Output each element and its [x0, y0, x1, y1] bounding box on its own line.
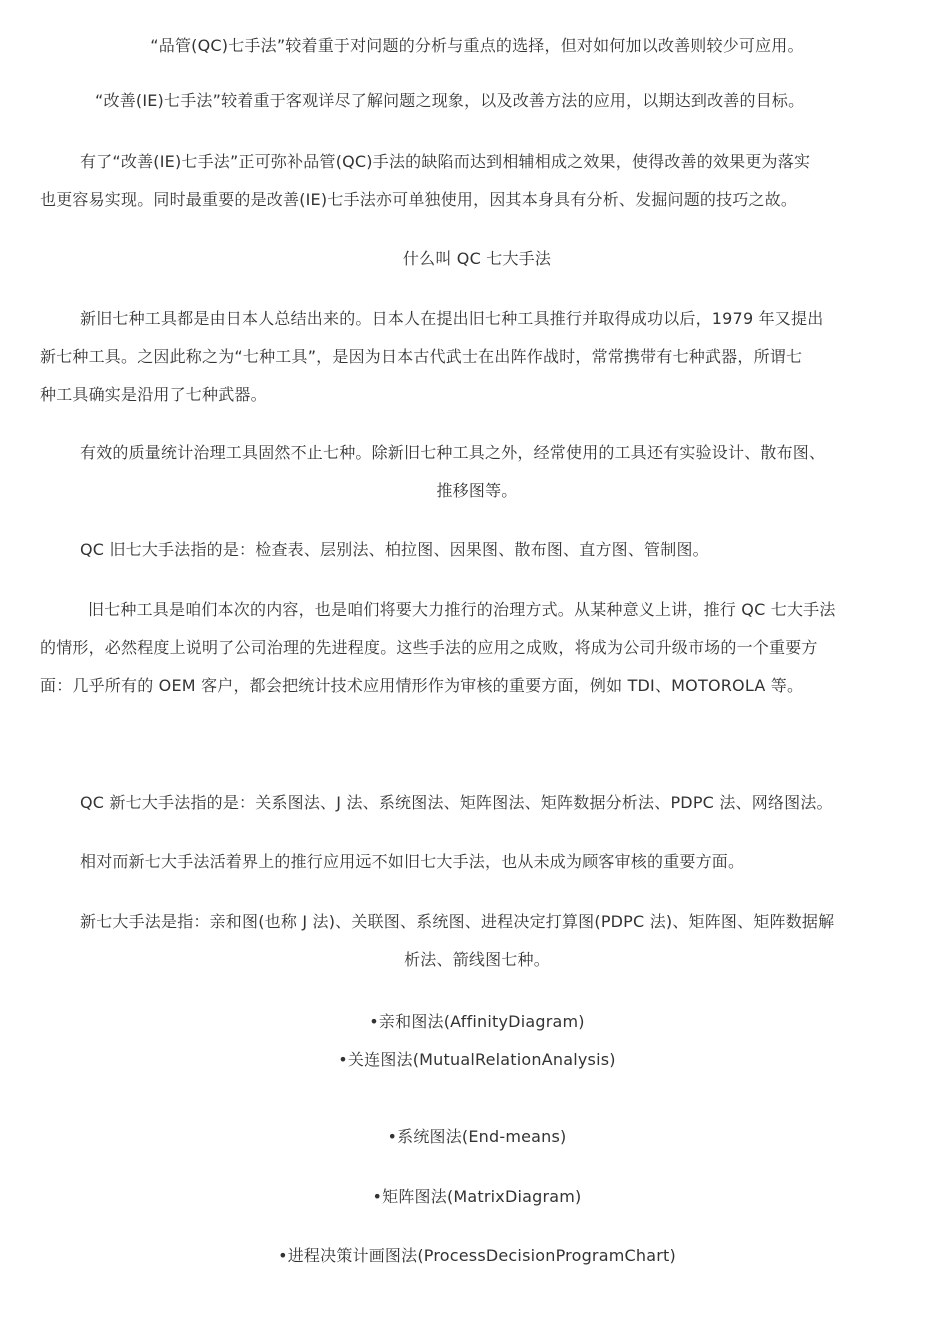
bullet-relation-diagram: •关连图法(MutualRelationAnalysis)	[338, 1050, 616, 1069]
paragraph-line: 面：几乎所有的 OEM 客户，都会把统计技术应用情形作为审核的重要方面，例如 TDI、MOTOROLA 等。	[40, 676, 804, 695]
paragraph-line: 也更容易实现。同时最重要的是改善(IE)七手法亦可单独使用，因其本身具有分析、发掘问题的技巧之故。	[40, 190, 798, 209]
paragraph-new-tools-list	[40, 903, 914, 979]
paragraph-other-tools	[40, 434, 914, 510]
bullet-system-diagram: •系统图法(End-means)	[387, 1127, 567, 1146]
paragraph-line: 有效的质量统计治理工具固然不止七种。除新旧七种工具之外，经常使用的工具还有实验设计、散布图、	[80, 443, 826, 462]
bullet-affinity-diagram: •亲和图法(AffinityDiagram)	[369, 1012, 585, 1031]
paragraph-old-tools-importance	[40, 591, 914, 705]
paragraph-line: 的情形，必然程度上说明了公司治理的先进程度。这些手法的应用之成败，将成为公司升级市场的一个重要方	[40, 638, 818, 657]
bullet-matrix-diagram: •矩阵图法(MatrixDiagram)	[372, 1187, 582, 1206]
paragraph-ie-seven-tools-intro: “改善(IE)七手法”较着重于客观详尽了解问题之现象，以及改善方法的应用，以期达到改善的目标。	[95, 91, 805, 110]
paragraph-line: 新旧七种工具都是由日本人总结出来的。日本人在提出旧七种工具推行并取得成功以后，1979 年又提出	[80, 309, 824, 328]
paragraph-line: 有了“改善(IE)七手法”正可弥补品管(QC)手法的缺陷而达到相辅相成之效果，使得改善的效果更为落实	[80, 152, 811, 171]
paragraph-new-seven-tools: QC 新七大手法指的是：关系图法、J 法、系统图法、矩阵图法、矩阵数据分析法、PDPC 法、网络图法。	[80, 793, 833, 812]
paragraph-old-seven-tools: QC 旧七大手法指的是：检查表、层别法、柏拉图、因果图、散布图、直方图、管制图。	[80, 540, 709, 559]
bullet-pdpc-chart: •进程决策计画图法(ProcessDecisionProgramChart)	[278, 1246, 676, 1265]
paragraph-qc-seven-tools-intro: “品管(QC)七手法”较着重于对问题的分析与重点的选择，但对如何加以改善则较少可应用。	[150, 36, 804, 55]
section-heading: 什么叫 QC 七大手法	[402, 249, 552, 268]
paragraph-history	[40, 300, 914, 414]
paragraph-line: 析法、箭线图七种。	[404, 950, 550, 969]
paragraph-complement	[40, 143, 914, 219]
paragraph-line: 旧七种工具是咱们本次的内容，也是咱们将要大力推行的治理方式。从某种意义上讲，推行 QC 七大手法	[88, 600, 836, 619]
paragraph-new-tools-adoption: 相对而新七大手法活着界上的推行应用远不如旧七大手法，也从未成为顾客审核的重要方面。	[80, 852, 745, 871]
paragraph-line: 新七种工具。之因此称之为“七种工具”，是因为日本古代武士在出阵作战时，常常携带有七种武器，所谓七	[40, 347, 803, 366]
paragraph-line: 新七大手法是指：亲和图(也称 J 法)、关联图、系统图、进程决定打算图(PDPC 法)、矩阵图、矩阵数据解	[80, 912, 835, 931]
paragraph-line: 推移图等。	[436, 481, 518, 500]
paragraph-line: 种工具确实是沿用了七种武器。	[40, 385, 267, 404]
